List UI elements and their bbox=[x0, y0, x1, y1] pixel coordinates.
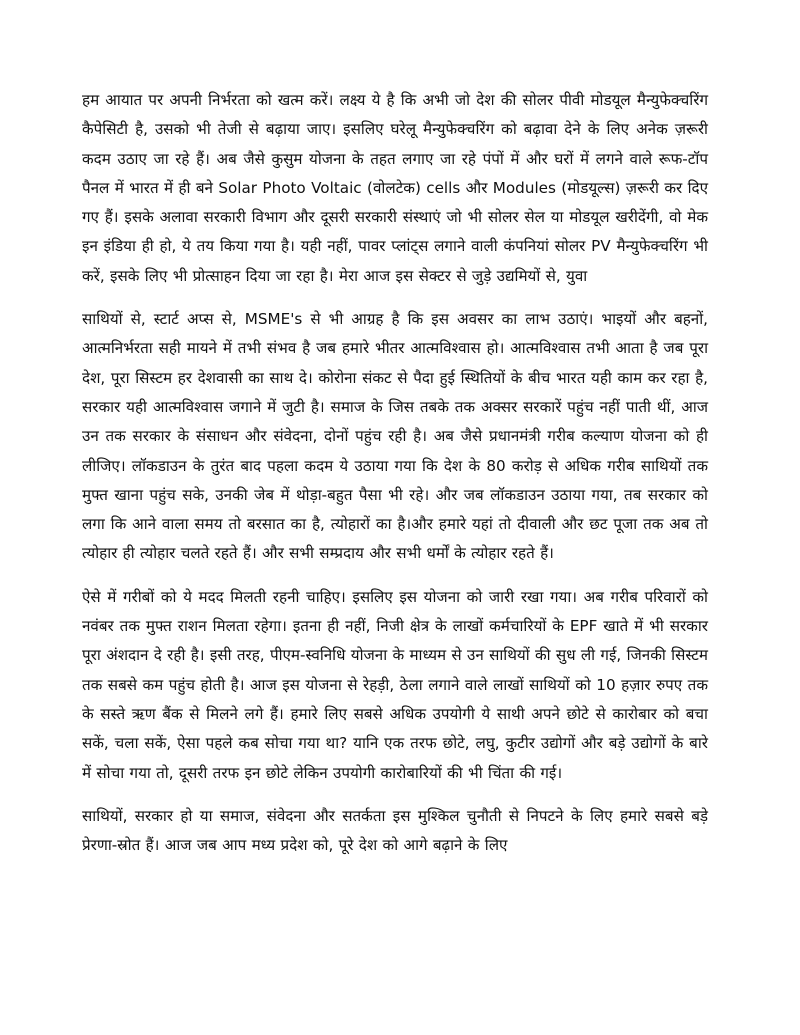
paragraph-welfare-schemes: ऐसे में गरीबों को ये मदद मिलती रहनी चाहिए। इसलिए इस योजना को जारी रखा गया। अब गरीब परिवारों को नवंबर तक मुफ्त राशन मिलता रहेगा। इतना ही नहीं, निजी क्षेत्र के लाखों कर्मचारियों के EPF खाते में भी सरकार पूरा अंशदान दे रही है। इसी तरह, पीएम-स्वनिधि योजना के माध्यम से उन साथियों की सुध ली गई, जिनकी सिस्टम तक सबसे कम पहुंच होती है। आज इस योजना से रेहड़ी, ठेला लगाने वाले लाखों साथियों को 10 हज़ार रुपए तक के सस्ते ऋण बैंक से मिलने लगे हैं। हमारे लिए सबसे अधिक उपयोगी ये साथी अपने छोटे से कारोबार को बचा सकें, चला सकें, ऐसा पहले कब सोचा गया था? यानि एक तरफ छोटे, लघु, कुटीर उद्योगों और बड़े उद्योगों के बारे में सोचा गया तो, दूसरी तरफ इन छोटे लेकिन उपयोगी कारोबारियों की भी चिंता की गई। bbox=[82, 587, 708, 782]
paragraph-self-reliance: साथियों से, स्टार्ट अप्स से, MSME's से भी आग्रह है कि इस अवसर का लाभ उठाएं। भाइयों और बहनों, आत्मनिर्भरता सही मायने में तभी संभव है जब हमारे भीतर आत्मविश्वास हो। आत्मविश्वास तभी आता है जब पूरा देश, पूरा सिस्टम हर देशवासी का साथ दे। कोरोना संकट से पैदा हुई स्थितियों के बीच भारत यही काम कर रहा है, सरकार यही आत्मविश्वास जगाने में जुटी है। समाज के जिस तबके तक अक्सर सरकारें पहुंच नहीं पाती थीं, आज उन तक सरकार के संसाधन और संवेदना, दोनों पहुंच रही है। अब जैसे प्रधानमंत्री गरीब कल्याण योजना को ही लीजिए। लॉकडाउन के तुरंत बाद पहला कदम ये उठाया गया कि देश के 80 करोड़ से अधिक गरीब साथियों तक मुफ्त खाना पहुंच सके, उनकी जेब में थोड़ा-बहुत पैसा भी रहे। और जब लॉकडाउन उठाया गया, तब सरकार को लगा कि आने वाला समय तो बरसात का है, त्योहारों का है।और हमारे यहां तो दीवाली और छट पूजा तक अब तो त्योहार ही त्योहार चलते रहते हैं। और सभी सम्प्रदाय और सभी धर्मों के त्योहार रहते हैं। bbox=[82, 310, 708, 563]
paragraph-inspiration: साथियों, सरकार हो या समाज, संवेदना और सतर्कता इस मुश्किल चुनौती से निपटने के लिए हमारे सबसे बड़े प्रेरणा-स्रोत हैं। आज जब आप मध्य प्रदेश को, पूरे देश को आगे बढ़ाने के लिए bbox=[82, 806, 708, 855]
paragraph-solar-manufacturing: हम आयात पर अपनी निर्भरता को खत्म करें। लक्ष्य ये है कि अभी जो देश की सोलर पीवी मोडयूल मैन्युफेक्चरिंग कैपेसिटी है, उसको भी तेजी से बढ़ाया जाए। इसलिए घरेलू मैन्युफेक्चरिंग को बढ़ावा देने के लिए अनेक ज़रूरी कदम उठाए जा रहे हैं। अब जैसे कुसुम योजना के तहत लगाए जा रहे पंपों में और घरों में लगने वाले रूफ-टॉप पैनल में भारत में ही बने Solar Photo Voltaic (वोलटेक) cells और Modules (मोडयूल्स) ज़रूरी कर दिए गए हैं। इसके अलावा सरकारी विभाग और दूसरी सरकारी संस्थाएं जो भी सोलर सेल या मोडयूल खरीदेंगी, वो मेक इन इंडिया ही हो, ये तय किया गया है। यही नहीं, पावर प्लांट्स लगाने वाली कंपनियां सोलर PV मैन्युफेक्चरिंग भी करें, इसके लिए भी प्रोत्साहन दिया जा रहा है। मेरा आज इस सेक्टर से जुड़े उद्यमियों से, युवा bbox=[82, 91, 708, 285]
document-page bbox=[82, 86, 708, 874]
